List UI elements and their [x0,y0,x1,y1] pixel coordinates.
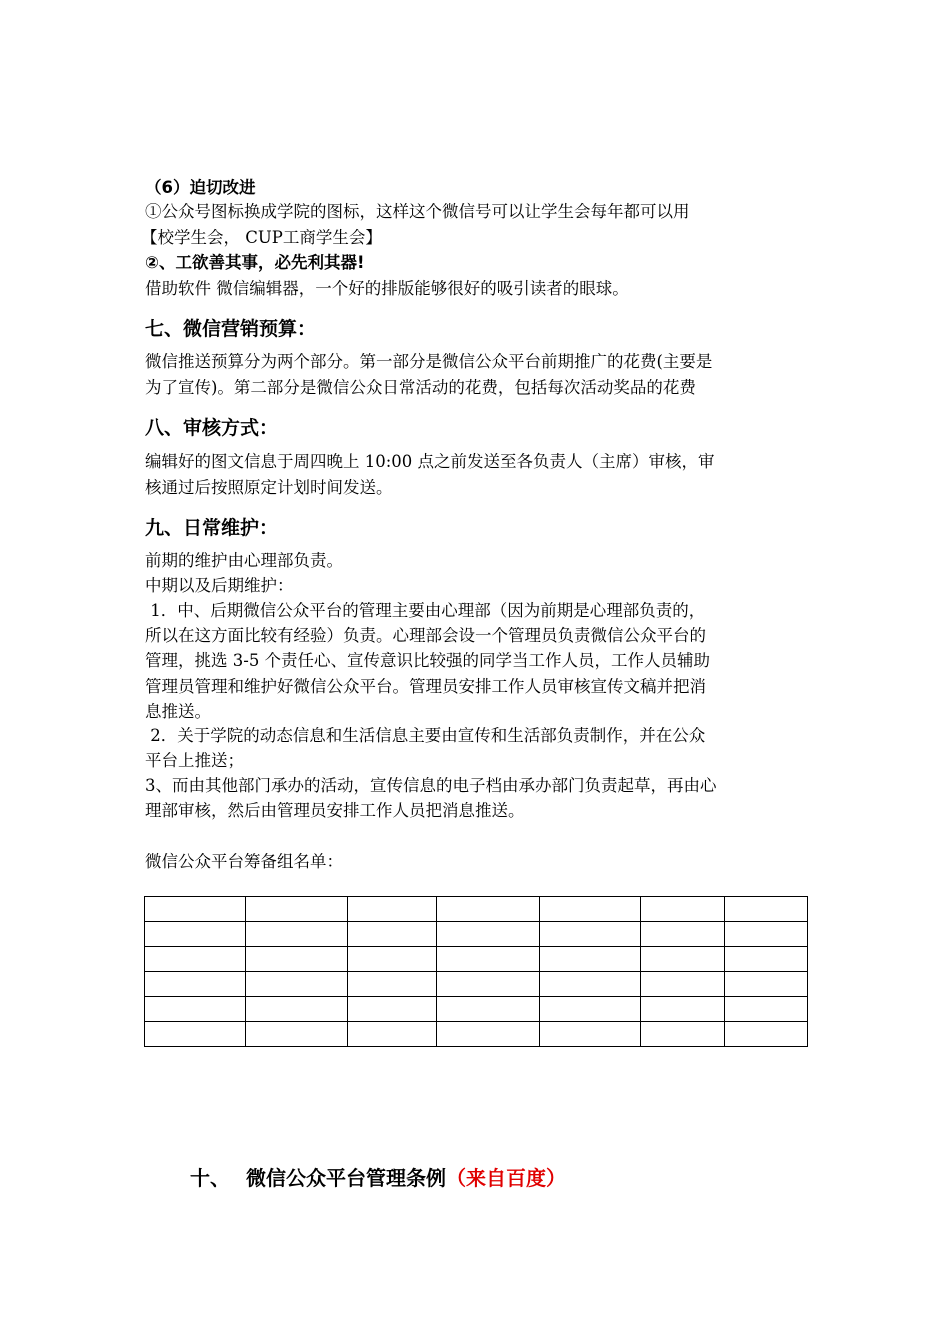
bold-slogan: ②、工欲善其事，必先利其器! [145,253,365,272]
table-cell [145,947,246,972]
table-cell [348,1022,437,1047]
paragraph-line: 3、而由其他部门承办的活动，宣传信息的电子档由承办部门负责起草，再由心 [145,776,717,795]
table-cell [145,897,246,922]
table-cell [641,972,725,997]
table-cell [246,997,348,1022]
section-heading-review: 八、审核方式： [145,417,279,439]
table-cell [437,972,540,997]
table-cell [641,997,725,1022]
table-cell [641,947,725,972]
table-cell [246,897,348,922]
table-cell [725,972,808,997]
table-cell [437,947,540,972]
section-number: 十、 [190,1166,230,1190]
table-cell [145,922,246,947]
table-row [145,972,808,997]
paragraph-line: 核通过后按照原定计划时间发送。 [145,478,393,497]
table-cell [348,897,437,922]
paragraph-line: 微信推送预算分为两个部分。第一部分是微信公众平台前期推广的花费(主要是 [145,352,713,371]
table-cell [246,922,348,947]
table-cell [348,922,437,947]
table-cell [348,972,437,997]
table-cell [145,997,246,1022]
paragraph-line: 理部审核，然后由管理员安排工作人员把消息推送。 [145,801,525,820]
section-heading-regulations [190,1162,566,1191]
table-cell [540,972,641,997]
paragraph-line: 中期以及后期维护： [145,576,294,595]
table-cell [246,972,348,997]
table-cell [246,947,348,972]
table-cell [348,997,437,1022]
table-cell [725,922,808,947]
table-cell [540,922,641,947]
roster-caption: 微信公众平台筹备组名单： [145,852,343,871]
table-row [145,997,808,1022]
source-note: （来自百度） [446,1166,566,1190]
table-cell [437,997,540,1022]
table-cell [725,997,808,1022]
table-cell [437,897,540,922]
paragraph-line: 前期的维护由心理部负责。 [145,551,343,570]
paragraph-line: 平台上推送； [145,751,244,770]
paragraph-line: ①公众号图标换成学院的图标，这样这个微信号可以让学生会每年都可以用 [145,202,690,221]
table-cell [725,1022,808,1047]
table-cell [540,1022,641,1047]
table-cell [641,922,725,947]
table-row [145,1022,808,1047]
paragraph-line: 息推送。 [145,702,211,721]
table-cell [145,972,246,997]
table-cell [641,1022,725,1047]
section-title: 微信公众平台管理条例 [246,1166,446,1190]
table-cell [540,947,641,972]
table-cell [540,897,641,922]
section-heading-budget: 七、微信营销预算： [145,318,317,340]
table-row [145,947,808,972]
subheading-urgent-improvement: （6）迫切改进 [145,178,256,197]
table-cell [348,947,437,972]
table-cell [145,1022,246,1047]
table-cell [725,947,808,972]
table-row [145,922,808,947]
paragraph-line: 所以在这方面比较有经验）负责。心理部会设一个管理员负责微信公众平台的 [145,626,706,645]
table-cell [437,922,540,947]
table-cell [725,897,808,922]
table-row [145,897,808,922]
table-cell [540,997,641,1022]
paragraph-line: 1．中、后期微信公众平台的管理主要由心理部（因为前期是心理部负责的， [145,601,706,620]
table-cell [246,1022,348,1047]
paragraph-line: 管理，挑选 3-5 个责任心、宣传意识比较强的同学当工作人员，工作人员辅助 [145,651,711,670]
paragraph-line: 借助软件 微信编辑器，一个好的排版能够很好的吸引读者的眼球。 [145,279,629,298]
paragraph-line: 管理员管理和维护好微信公众平台。管理员安排工作人员审核宣传文稿并把消 [145,677,706,696]
section-heading-maintenance: 九、日常维护： [145,517,279,539]
paragraph-line: 【校学生会， CUP工商学生会】 [141,228,382,247]
table-cell [437,1022,540,1047]
table-cell [641,897,725,922]
paragraph-line: 编辑好的图文信息于周四晚上 10:00 点之前发送至各负责人（主席）审核，审 [145,452,715,471]
roster-table [144,896,808,1047]
paragraph-line: 为了宣传)。第二部分是微信公众日常活动的花费，包括每次活动奖品的花费 [145,378,696,397]
paragraph-line: 2．关于学院的动态信息和生活信息主要由宣传和生活部负责制作，并在公众 [145,726,706,745]
